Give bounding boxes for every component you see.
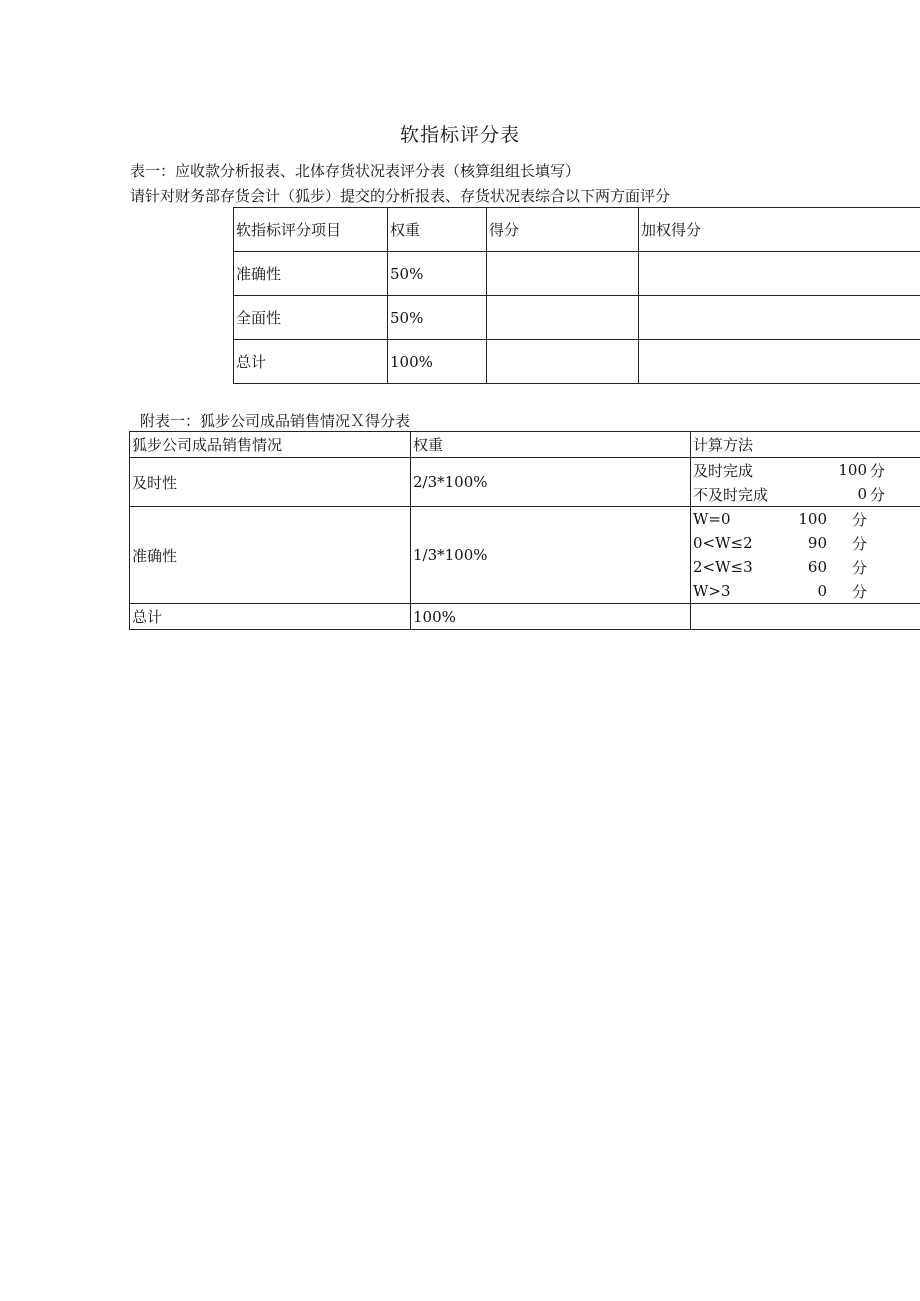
item-cell: 准确性	[130, 507, 411, 604]
header-cell: 计算方法	[691, 432, 920, 458]
score-cell[interactable]	[487, 296, 639, 340]
header-cell: 权重	[388, 208, 487, 252]
weight-cell: 100%	[411, 604, 691, 630]
weighted-score-cell[interactable]	[639, 252, 920, 296]
method-cell	[691, 458, 920, 507]
rule-line	[693, 531, 920, 555]
rule-points: 90	[807, 534, 827, 552]
rule-line	[693, 579, 920, 603]
table-header-row	[234, 208, 920, 252]
table1-instruction: 请针对财务部存货会计（狐步）提交的分析报表、存货状况表综合以下两方面评分	[130, 187, 671, 205]
method-cell[interactable]	[691, 604, 920, 630]
rule-line	[693, 507, 920, 531]
weight-cell: 50%	[388, 252, 487, 296]
header-cell: 狐步公司成品销售情况	[130, 432, 411, 458]
weight-cell: 1/3*100%	[411, 507, 691, 604]
rule-unit: 分	[870, 485, 886, 504]
rule-condition: 0<W≤2	[693, 534, 753, 552]
item-cell: 及时性	[130, 458, 411, 507]
item-cell: 准确性	[234, 252, 388, 296]
rule-condition: W=0	[693, 510, 731, 528]
header-cell: 权重	[411, 432, 691, 458]
table-row	[234, 252, 920, 296]
table-row	[130, 507, 920, 604]
soft-indicator-score-table	[233, 207, 920, 384]
header-cell: 软指标评分项目	[234, 208, 388, 252]
rule-unit: 分	[851, 510, 867, 529]
rule-condition: 2<W≤3	[693, 558, 753, 576]
score-cell[interactable]	[487, 340, 639, 384]
rule-line	[693, 482, 920, 506]
rule-points: 100	[838, 461, 867, 479]
page-title: 软指标评分表	[399, 124, 520, 146]
rule-unit: 分	[851, 558, 867, 577]
rule-line	[693, 555, 920, 579]
rule-unit: 分	[851, 582, 867, 601]
rule-condition: 及时完成	[693, 461, 754, 480]
header-cell: 得分	[487, 208, 639, 252]
method-cell	[691, 507, 920, 604]
weight-cell: 100%	[388, 340, 487, 384]
item-cell: 总计	[234, 340, 388, 384]
table-header-row	[130, 432, 920, 458]
weight-cell: 50%	[388, 296, 487, 340]
rule-unit: 分	[870, 461, 886, 480]
table-row	[234, 340, 920, 384]
rule-points: 100	[798, 510, 827, 528]
rule-points: 60	[807, 558, 827, 576]
weighted-score-cell[interactable]	[639, 340, 920, 384]
rule-condition: 不及时完成	[693, 485, 769, 504]
weighted-score-cell[interactable]	[639, 296, 920, 340]
rule-condition: W>3	[693, 582, 731, 600]
item-cell: 总计	[130, 604, 411, 630]
score-cell[interactable]	[487, 252, 639, 296]
rule-points: 0	[817, 582, 827, 600]
table-row	[234, 296, 920, 340]
rule-line	[693, 458, 920, 482]
table2-caption: 附表一：狐步公司成品销售情况Ｘ得分表	[140, 412, 411, 430]
rule-points: 0	[857, 485, 867, 503]
weight-cell: 2/3*100%	[411, 458, 691, 507]
table-row	[130, 604, 920, 630]
item-cell: 全面性	[234, 296, 388, 340]
header-cell: 加权得分	[639, 208, 920, 252]
table-row	[130, 458, 920, 507]
table1-heading: 表一：应收款分析报表、北体存货状况表评分表（核算组组长填写）	[130, 162, 581, 180]
rule-unit: 分	[851, 534, 867, 553]
sales-score-table	[129, 431, 920, 630]
